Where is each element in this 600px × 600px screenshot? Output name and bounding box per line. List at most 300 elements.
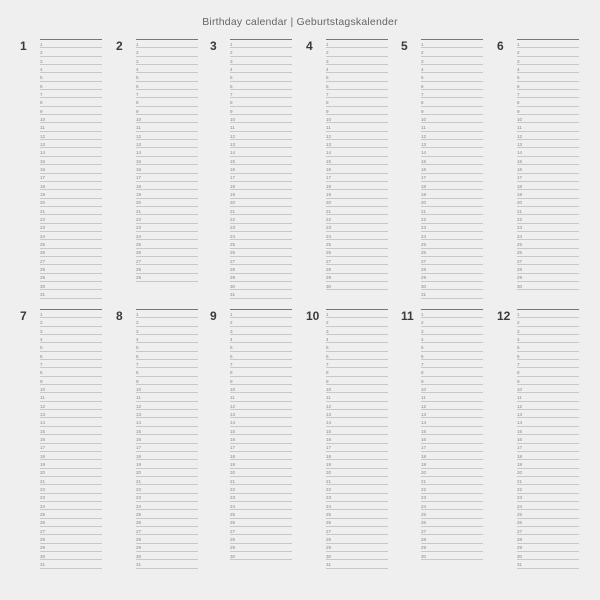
day-row[interactable]: [517, 343, 579, 351]
day-row[interactable]: [230, 352, 292, 360]
day-row[interactable]: [230, 40, 292, 48]
day-row[interactable]: [326, 343, 388, 351]
day-row[interactable]: [326, 310, 388, 318]
day-row[interactable]: [230, 360, 292, 368]
day-row[interactable]: [421, 148, 483, 156]
day-row[interactable]: [326, 165, 388, 173]
day-row[interactable]: [136, 427, 198, 435]
day-row[interactable]: [230, 402, 292, 410]
day-row[interactable]: [136, 57, 198, 65]
day-row[interactable]: [517, 90, 579, 98]
day-row[interactable]: [421, 452, 483, 460]
day-row[interactable]: [40, 327, 102, 335]
day-row[interactable]: [326, 115, 388, 123]
day-row[interactable]: [326, 435, 388, 443]
day-row[interactable]: [136, 157, 198, 165]
day-row[interactable]: [136, 552, 198, 560]
day-row[interactable]: [517, 257, 579, 265]
day-row[interactable]: [517, 107, 579, 115]
day-row[interactable]: [517, 224, 579, 232]
day-row[interactable]: [230, 485, 292, 493]
day-row[interactable]: [40, 73, 102, 81]
day-row[interactable]: [136, 527, 198, 535]
day-row[interactable]: [326, 48, 388, 56]
day-row[interactable]: [517, 494, 579, 502]
day-row[interactable]: [230, 215, 292, 223]
day-row[interactable]: [230, 410, 292, 418]
day-row[interactable]: [421, 73, 483, 81]
day-row[interactable]: [230, 460, 292, 468]
day-row[interactable]: [40, 157, 102, 165]
day-row[interactable]: [136, 560, 198, 568]
day-row[interactable]: [230, 343, 292, 351]
day-row[interactable]: [326, 444, 388, 452]
day-row[interactable]: [136, 90, 198, 98]
day-row[interactable]: [40, 107, 102, 115]
day-row[interactable]: [230, 240, 292, 248]
day-row[interactable]: [326, 257, 388, 265]
day-row[interactable]: [136, 123, 198, 131]
day-row[interactable]: [421, 352, 483, 360]
day-row[interactable]: [326, 469, 388, 477]
day-row[interactable]: [40, 527, 102, 535]
day-row[interactable]: [40, 352, 102, 360]
day-row[interactable]: [421, 82, 483, 90]
day-row[interactable]: [40, 494, 102, 502]
day-row[interactable]: [40, 265, 102, 273]
day-row[interactable]: [230, 274, 292, 282]
day-row[interactable]: [421, 123, 483, 131]
day-row[interactable]: [517, 402, 579, 410]
day-row[interactable]: [517, 132, 579, 140]
day-row[interactable]: [517, 393, 579, 401]
day-row[interactable]: [517, 335, 579, 343]
day-row[interactable]: [517, 115, 579, 123]
day-row[interactable]: [517, 435, 579, 443]
day-row[interactable]: [326, 232, 388, 240]
day-row[interactable]: [230, 257, 292, 265]
day-row[interactable]: [40, 165, 102, 173]
day-row[interactable]: [136, 199, 198, 207]
day-row[interactable]: [230, 249, 292, 257]
day-row[interactable]: [326, 40, 388, 48]
day-row[interactable]: [40, 544, 102, 552]
day-row[interactable]: [136, 174, 198, 182]
day-row[interactable]: [517, 274, 579, 282]
day-row[interactable]: [136, 232, 198, 240]
day-row[interactable]: [421, 115, 483, 123]
day-row[interactable]: [517, 460, 579, 468]
day-row[interactable]: [230, 544, 292, 552]
day-row[interactable]: [136, 249, 198, 257]
day-row[interactable]: [517, 510, 579, 518]
day-row[interactable]: [230, 123, 292, 131]
day-row[interactable]: [421, 98, 483, 106]
day-row[interactable]: [326, 452, 388, 460]
day-row[interactable]: [421, 360, 483, 368]
day-row[interactable]: [517, 327, 579, 335]
day-row[interactable]: [230, 148, 292, 156]
day-row[interactable]: [326, 123, 388, 131]
day-row[interactable]: [40, 427, 102, 435]
day-row[interactable]: [136, 477, 198, 485]
day-row[interactable]: [421, 502, 483, 510]
day-row[interactable]: [40, 393, 102, 401]
day-row[interactable]: [326, 393, 388, 401]
day-row[interactable]: [326, 385, 388, 393]
day-row[interactable]: [40, 224, 102, 232]
day-row[interactable]: [421, 274, 483, 282]
day-row[interactable]: [517, 199, 579, 207]
day-row[interactable]: [517, 418, 579, 426]
day-row[interactable]: [517, 215, 579, 223]
day-row[interactable]: [40, 469, 102, 477]
day-row[interactable]: [326, 318, 388, 326]
day-row[interactable]: [230, 393, 292, 401]
day-row[interactable]: [326, 249, 388, 257]
day-row[interactable]: [40, 257, 102, 265]
day-row[interactable]: [136, 257, 198, 265]
day-row[interactable]: [421, 427, 483, 435]
day-row[interactable]: [517, 148, 579, 156]
day-row[interactable]: [40, 385, 102, 393]
day-row[interactable]: [421, 535, 483, 543]
day-row[interactable]: [326, 327, 388, 335]
day-row[interactable]: [326, 352, 388, 360]
day-row[interactable]: [136, 385, 198, 393]
day-row[interactable]: [517, 352, 579, 360]
day-row[interactable]: [40, 190, 102, 198]
day-row[interactable]: [40, 148, 102, 156]
day-row[interactable]: [421, 132, 483, 140]
day-row[interactable]: [421, 327, 483, 335]
day-row[interactable]: [40, 368, 102, 376]
day-row[interactable]: [230, 290, 292, 298]
day-row[interactable]: [136, 360, 198, 368]
day-row[interactable]: [40, 560, 102, 568]
day-row[interactable]: [40, 240, 102, 248]
day-row[interactable]: [517, 174, 579, 182]
day-row[interactable]: [517, 207, 579, 215]
day-row[interactable]: [230, 265, 292, 273]
day-row[interactable]: [326, 107, 388, 115]
day-row[interactable]: [421, 310, 483, 318]
day-row[interactable]: [136, 224, 198, 232]
day-row[interactable]: [326, 560, 388, 568]
day-row[interactable]: [517, 140, 579, 148]
day-row[interactable]: [421, 290, 483, 298]
day-row[interactable]: [230, 140, 292, 148]
day-row[interactable]: [326, 224, 388, 232]
day-row[interactable]: [136, 485, 198, 493]
day-row[interactable]: [136, 318, 198, 326]
day-row[interactable]: [326, 207, 388, 215]
day-row[interactable]: [517, 40, 579, 48]
day-row[interactable]: [421, 190, 483, 198]
day-row[interactable]: [40, 115, 102, 123]
day-row[interactable]: [326, 82, 388, 90]
day-row[interactable]: [421, 282, 483, 290]
day-row[interactable]: [421, 469, 483, 477]
day-row[interactable]: [326, 485, 388, 493]
day-row[interactable]: [326, 157, 388, 165]
day-row[interactable]: [326, 199, 388, 207]
day-row[interactable]: [517, 552, 579, 560]
day-row[interactable]: [421, 232, 483, 240]
day-row[interactable]: [421, 343, 483, 351]
day-row[interactable]: [40, 207, 102, 215]
day-row[interactable]: [40, 318, 102, 326]
day-row[interactable]: [136, 148, 198, 156]
day-row[interactable]: [40, 444, 102, 452]
day-row[interactable]: [421, 65, 483, 73]
day-row[interactable]: [230, 82, 292, 90]
day-row[interactable]: [326, 368, 388, 376]
day-row[interactable]: [40, 502, 102, 510]
day-row[interactable]: [40, 402, 102, 410]
day-row[interactable]: [517, 157, 579, 165]
day-row[interactable]: [517, 65, 579, 73]
day-row[interactable]: [326, 282, 388, 290]
day-row[interactable]: [517, 310, 579, 318]
day-row[interactable]: [421, 335, 483, 343]
day-row[interactable]: [40, 452, 102, 460]
day-row[interactable]: [517, 165, 579, 173]
day-row[interactable]: [326, 427, 388, 435]
day-row[interactable]: [421, 544, 483, 552]
day-row[interactable]: [230, 477, 292, 485]
day-row[interactable]: [136, 444, 198, 452]
day-row[interactable]: [326, 57, 388, 65]
day-row[interactable]: [40, 377, 102, 385]
day-row[interactable]: [421, 207, 483, 215]
day-row[interactable]: [230, 157, 292, 165]
day-row[interactable]: [421, 157, 483, 165]
day-row[interactable]: [421, 385, 483, 393]
day-row[interactable]: [326, 544, 388, 552]
day-row[interactable]: [517, 560, 579, 568]
day-row[interactable]: [136, 140, 198, 148]
day-row[interactable]: [517, 182, 579, 190]
day-row[interactable]: [230, 552, 292, 560]
day-row[interactable]: [517, 98, 579, 106]
day-row[interactable]: [517, 73, 579, 81]
day-row[interactable]: [517, 519, 579, 527]
day-row[interactable]: [40, 477, 102, 485]
day-row[interactable]: [40, 232, 102, 240]
day-row[interactable]: [421, 393, 483, 401]
day-row[interactable]: [421, 265, 483, 273]
day-row[interactable]: [136, 435, 198, 443]
day-row[interactable]: [136, 502, 198, 510]
day-row[interactable]: [326, 190, 388, 198]
day-row[interactable]: [40, 40, 102, 48]
day-row[interactable]: [230, 90, 292, 98]
day-row[interactable]: [136, 207, 198, 215]
day-row[interactable]: [136, 190, 198, 198]
day-row[interactable]: [40, 140, 102, 148]
day-row[interactable]: [136, 40, 198, 48]
day-row[interactable]: [230, 190, 292, 198]
day-row[interactable]: [40, 343, 102, 351]
day-row[interactable]: [136, 65, 198, 73]
day-row[interactable]: [230, 535, 292, 543]
day-row[interactable]: [421, 368, 483, 376]
day-row[interactable]: [40, 249, 102, 257]
day-row[interactable]: [40, 57, 102, 65]
day-row[interactable]: [230, 510, 292, 518]
day-row[interactable]: [230, 107, 292, 115]
day-row[interactable]: [421, 40, 483, 48]
day-row[interactable]: [40, 310, 102, 318]
day-row[interactable]: [421, 477, 483, 485]
day-row[interactable]: [230, 165, 292, 173]
day-row[interactable]: [136, 418, 198, 426]
day-row[interactable]: [136, 240, 198, 248]
day-row[interactable]: [326, 552, 388, 560]
day-row[interactable]: [421, 174, 483, 182]
day-row[interactable]: [230, 452, 292, 460]
day-row[interactable]: [230, 527, 292, 535]
day-row[interactable]: [517, 265, 579, 273]
day-row[interactable]: [326, 527, 388, 535]
day-row[interactable]: [421, 90, 483, 98]
day-row[interactable]: [421, 249, 483, 257]
day-row[interactable]: [230, 327, 292, 335]
day-row[interactable]: [326, 240, 388, 248]
day-row[interactable]: [517, 368, 579, 376]
day-row[interactable]: [421, 485, 483, 493]
day-row[interactable]: [421, 418, 483, 426]
day-row[interactable]: [421, 444, 483, 452]
day-row[interactable]: [517, 282, 579, 290]
day-row[interactable]: [517, 377, 579, 385]
day-row[interactable]: [421, 519, 483, 527]
day-row[interactable]: [326, 182, 388, 190]
day-row[interactable]: [230, 73, 292, 81]
day-row[interactable]: [136, 535, 198, 543]
day-row[interactable]: [326, 132, 388, 140]
day-row[interactable]: [136, 410, 198, 418]
day-row[interactable]: [326, 335, 388, 343]
day-row[interactable]: [230, 469, 292, 477]
day-row[interactable]: [326, 377, 388, 385]
day-row[interactable]: [230, 377, 292, 385]
day-row[interactable]: [421, 224, 483, 232]
day-row[interactable]: [326, 418, 388, 426]
day-row[interactable]: [517, 360, 579, 368]
day-row[interactable]: [421, 240, 483, 248]
day-row[interactable]: [230, 232, 292, 240]
day-row[interactable]: [136, 393, 198, 401]
day-row[interactable]: [517, 485, 579, 493]
day-row[interactable]: [421, 494, 483, 502]
day-row[interactable]: [517, 82, 579, 90]
day-row[interactable]: [40, 274, 102, 282]
day-row[interactable]: [517, 249, 579, 257]
day-row[interactable]: [136, 115, 198, 123]
day-row[interactable]: [136, 107, 198, 115]
day-row[interactable]: [40, 215, 102, 223]
day-row[interactable]: [40, 519, 102, 527]
day-row[interactable]: [230, 368, 292, 376]
day-row[interactable]: [517, 123, 579, 131]
day-row[interactable]: [326, 148, 388, 156]
day-row[interactable]: [136, 274, 198, 282]
day-row[interactable]: [421, 527, 483, 535]
day-row[interactable]: [421, 165, 483, 173]
day-row[interactable]: [136, 182, 198, 190]
day-row[interactable]: [326, 140, 388, 148]
day-row[interactable]: [326, 215, 388, 223]
day-row[interactable]: [230, 282, 292, 290]
day-row[interactable]: [230, 494, 292, 502]
day-row[interactable]: [421, 182, 483, 190]
day-row[interactable]: [517, 477, 579, 485]
day-row[interactable]: [517, 410, 579, 418]
day-row[interactable]: [136, 335, 198, 343]
day-row[interactable]: [517, 232, 579, 240]
day-row[interactable]: [40, 335, 102, 343]
day-row[interactable]: [40, 182, 102, 190]
day-row[interactable]: [326, 535, 388, 543]
day-row[interactable]: [136, 48, 198, 56]
day-row[interactable]: [230, 132, 292, 140]
day-row[interactable]: [230, 444, 292, 452]
day-row[interactable]: [136, 469, 198, 477]
day-row[interactable]: [136, 73, 198, 81]
day-row[interactable]: [136, 310, 198, 318]
day-row[interactable]: [136, 98, 198, 106]
day-row[interactable]: [230, 310, 292, 318]
day-row[interactable]: [326, 65, 388, 73]
day-row[interactable]: [40, 410, 102, 418]
day-row[interactable]: [517, 318, 579, 326]
day-row[interactable]: [136, 368, 198, 376]
day-row[interactable]: [230, 115, 292, 123]
day-row[interactable]: [326, 265, 388, 273]
day-row[interactable]: [421, 377, 483, 385]
day-row[interactable]: [136, 82, 198, 90]
day-row[interactable]: [326, 360, 388, 368]
day-row[interactable]: [517, 48, 579, 56]
day-row[interactable]: [326, 274, 388, 282]
day-row[interactable]: [230, 435, 292, 443]
day-row[interactable]: [421, 140, 483, 148]
day-row[interactable]: [230, 174, 292, 182]
day-row[interactable]: [40, 282, 102, 290]
day-row[interactable]: [421, 48, 483, 56]
day-row[interactable]: [230, 318, 292, 326]
day-row[interactable]: [40, 418, 102, 426]
day-row[interactable]: [421, 402, 483, 410]
day-row[interactable]: [421, 318, 483, 326]
day-row[interactable]: [421, 410, 483, 418]
day-row[interactable]: [136, 452, 198, 460]
day-row[interactable]: [136, 510, 198, 518]
day-row[interactable]: [326, 477, 388, 485]
day-row[interactable]: [230, 385, 292, 393]
day-row[interactable]: [40, 82, 102, 90]
day-row[interactable]: [136, 343, 198, 351]
day-row[interactable]: [40, 435, 102, 443]
day-row[interactable]: [136, 352, 198, 360]
day-row[interactable]: [230, 418, 292, 426]
day-row[interactable]: [421, 107, 483, 115]
day-row[interactable]: [517, 444, 579, 452]
day-row[interactable]: [230, 427, 292, 435]
day-row[interactable]: [40, 360, 102, 368]
